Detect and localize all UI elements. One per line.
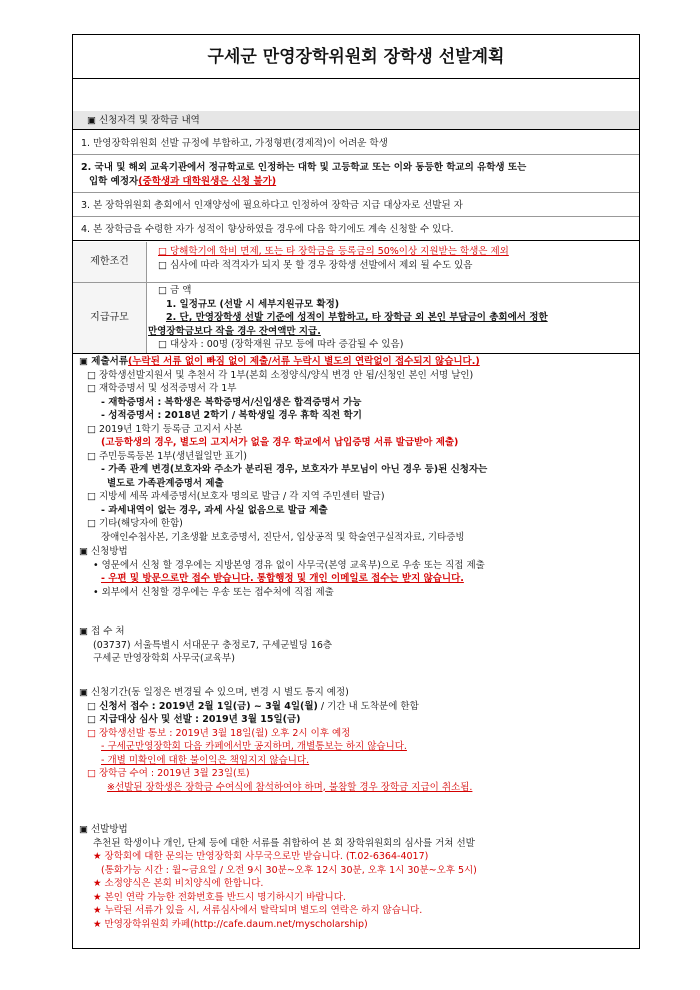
documents-line: □ 2019년 1학기 등록금 고지서 사본 [87, 423, 243, 435]
restriction-line-2: □ 심사에 따라 적격자가 되지 못 할 경우 장학생 선발에서 제외 될 수도 있음 [158, 260, 473, 271]
restriction-content [148, 245, 639, 273]
office-name: 구세군 만영장학회 사무국(교육부) [93, 653, 235, 664]
qualification-exclusion-note: (중학생과 대학원생은 신청 불가) [138, 176, 277, 187]
selection-line-6: ★ 누락된 서류가 있을 시, 서류심사에서 탈락되며 별도의 연락은 하지 않습니다. [93, 905, 423, 916]
payment-line-2: 1. 일정규모 (선발 시 세부지원규모 확정) [166, 298, 340, 310]
period-line-6: □ 장학금 수여 : 2019년 3월 23일(토) [87, 768, 250, 779]
documents-line: (고등학생의 경우, 별도의 고지서가 없을 경우 학교에서 납입증명 서류 발급받아 제출) [101, 437, 459, 448]
method-header: ▣ 신청방법 [79, 546, 128, 557]
payment-content [148, 284, 639, 352]
selection-header: ▣ 선발방법 [79, 824, 128, 835]
office-section [79, 625, 635, 666]
documents-line: - 재학증명서 : 복학생은 복학증명서/신입생은 합격증명서 가능 [101, 396, 362, 408]
method-line-3: • 외부에서 신청할 경우에는 우송 또는 접수처에 직접 제출 [93, 586, 334, 598]
selection-cafe-link[interactable]: ★ 만영장학위원회 카페(http://cafe.daum.net/myscholarship) [93, 918, 368, 930]
selection-section [79, 823, 635, 931]
period-line-7: ※선발된 장학생은 장학금 수여식에 참석하여야 하며, 불참할 경우 장학금 지급이 취소됨. [107, 781, 473, 793]
payment-line-1: □ 금 액 [158, 285, 192, 296]
selection-line-5: ★ 본인 연락 가능한 전화번호를 반드시 명기하시기 바랍니다. [93, 891, 346, 903]
period-line-5: - 개별 미확인에 대한 불이익은 책임지지 않습니다. [101, 754, 310, 766]
payment-line-5: □ 대상자 : 00명 (장학재원 규모 등에 따라 증감될 수 있음) [158, 339, 404, 350]
documents-line: - 성적증명서 : 2018년 2학기 / 복학생일 경우 휴학 직전 학기 [101, 410, 362, 421]
documents-header: ▣ 제출서류 [79, 356, 128, 367]
restriction-label: 제한조건 [73, 242, 147, 282]
payment-line-4: 만영장학금보다 작을 경우 잔여액만 지급. [148, 325, 321, 337]
payment-line-3: 2. 단, 만영장학생 선발 기준에 성적이 부합하고, 타 장학금 외 본인 부담금이 총회에서 정한 [166, 312, 548, 323]
qualification-header: ▣ 신청자격 및 장학금 내역 [73, 111, 639, 130]
documents-line: - 과세내역이 없는 경우, 과세 사실 없음으로 발급 제출 [101, 504, 328, 516]
restriction-line-1: □ 당해학기에 학비 면제, 또는 타 장학금을 등록금의 50%이상 지원받는 학생은 제외 [158, 246, 509, 257]
office-header: ▣ 접 수 처 [79, 626, 125, 637]
period-line-4: - 구세군만영장학회 다음 카페에서만 공지하며, 개별통보는 하지 않습니다. [101, 741, 407, 752]
selection-line-4: ★ 소정양식은 본회 비치양식에 한합니다. [93, 878, 264, 889]
divider [73, 353, 639, 354]
documents-line: □ 주민등록등본 1부(생년월일만 표기) [87, 450, 247, 462]
documents-line: 별도로 가족관계증명서 제출 [107, 477, 224, 489]
documents-line: □ 지방세 세목 과세증명서(보호자 명의로 발급 / 각 지역 주민센터 발급) [87, 491, 385, 502]
period-line-3: □ 장학생선발 통보 : 2019년 3월 18일(월) 오후 2시 이후 예정 [87, 727, 351, 739]
documents-line: □ 기타(해당자에 한함) [87, 518, 183, 529]
documents-line: 장애인수첩사본, 기초생활 보호증명서, 진단서, 입상공적 및 학술연구실적자료, 기타증빙 [101, 531, 465, 543]
period-header: ▣ 신청기간(동 일정은 변경될 수 있으며, 변경 시 별도 통지 예정) [79, 687, 349, 698]
qualification-item-4: 4. 본 장학금을 수령한 자가 성적이 향상하였을 경우에 다음 학기에도 계속 신청할 수 있다. [73, 217, 639, 241]
period-line-2: □ 지급대상 심사 및 선발 : 2019년 3월 15일(금) [87, 714, 301, 725]
selection-line-1: 추천된 학생이나 개인, 단체 등에 대한 서류를 취합하여 본 회 장학위원회의 심사를 거쳐 선발 [93, 837, 475, 849]
method-line-2: - 우편 및 방문으로만 접수 받습니다. 통합행정 및 개인 이메일로 접수는 받지 않습니다. [101, 573, 464, 584]
page-title: 구세군 만영장학위원회 장학생 선발계획 [73, 35, 639, 79]
divider [73, 282, 639, 283]
qualification-item-2: 2. 국내 및 해외 교육기관에서 정규학교로 인정하는 대학 및 고등학교 또는 이와 동등한 학교의 유학생 또는 입학 예정자(중학생과 대학원생은 신청 불가) [73, 155, 639, 193]
method-line-1: • 영문에서 신청 할 경우에는 지방본영 경유 없이 사무국(본영 교육부)으로 우송 또는 직접 제출 [93, 559, 485, 571]
selection-line-2: ★ 장학회에 대한 문의는 만영장학회 사무국으로만 받습니다. (T.02-6364-4017) [93, 851, 429, 862]
document-frame [72, 34, 640, 949]
method-section [79, 545, 635, 599]
documents-line: - 가족 관계 변경(보호자와 주소가 분리된 경우, 보호자가 부모님이 아닌 경우 등)된 신청자는 [101, 464, 488, 475]
period-section: ▣ 신청기간(동 일정은 변경될 수 있으며, 변경 시 별도 통지 예정) □ 신청서 접수 : 2019년 2월 1일(금) ~ 3월 4일(월) / 기간 내 도착분에 한함 □ 지급대상 심사 및 선발 : 2019년 3월 15일(금) □ 장학생선발 통보 : 2019년 3월 18일(월) 오후 2시 이후 예정 - 구세군만영장학회 다음 카페에서만 공지하며, 개별통보는 하지 않습니다. - 개별 미확인에 대한 불이익은 책임지지 않습니다. □ 장학금 수여 : 2019년 3월 23일(토) ※선발된 장학생은 장학금 수여식에 참석하여야 하며, 불참할 경우 장학금 지급이 취소됨. [79, 686, 635, 794]
qualification-item-3: 3. 본 장학위원회 총회에서 인재양성에 필요하다고 인정하여 장학금 지급 대상자로 선발된 자 [73, 193, 639, 217]
documents-header-note: (누락된 서류 없이 빠짐 없이 제출/서류 누락시 별도의 연락없이 접수되지 않습니다.) [128, 356, 480, 367]
payment-label: 지급규모 [73, 283, 147, 353]
qualification-item-1: 1. 만영장학위원회 선발 규정에 부합하고, 가정형편(경제적)이 어려운 학생 [73, 131, 639, 155]
documents-line: □ 재학증명서 및 성적증명서 각 1부 [87, 383, 237, 394]
documents-section [79, 355, 635, 544]
office-address: (03737) 서울특별시 서대문구 충정로7, 구세군빌딩 16층 [93, 639, 333, 651]
documents-line: □ 장학생선발지원서 및 추천서 각 1부(본회 소정양식/양식 변경 안 됨/신청인 본인 서명 날인) [87, 369, 474, 381]
period-line-1: □ 신청서 접수 : 2019년 2월 1일(금) ~ 3월 4일(월) [87, 700, 318, 712]
selection-line-3: (통화가능 시간 : 월~금요일 / 오전 9시 30분~오후 12시 30분, 오후 1시 30분~오후 5시) [101, 864, 477, 876]
